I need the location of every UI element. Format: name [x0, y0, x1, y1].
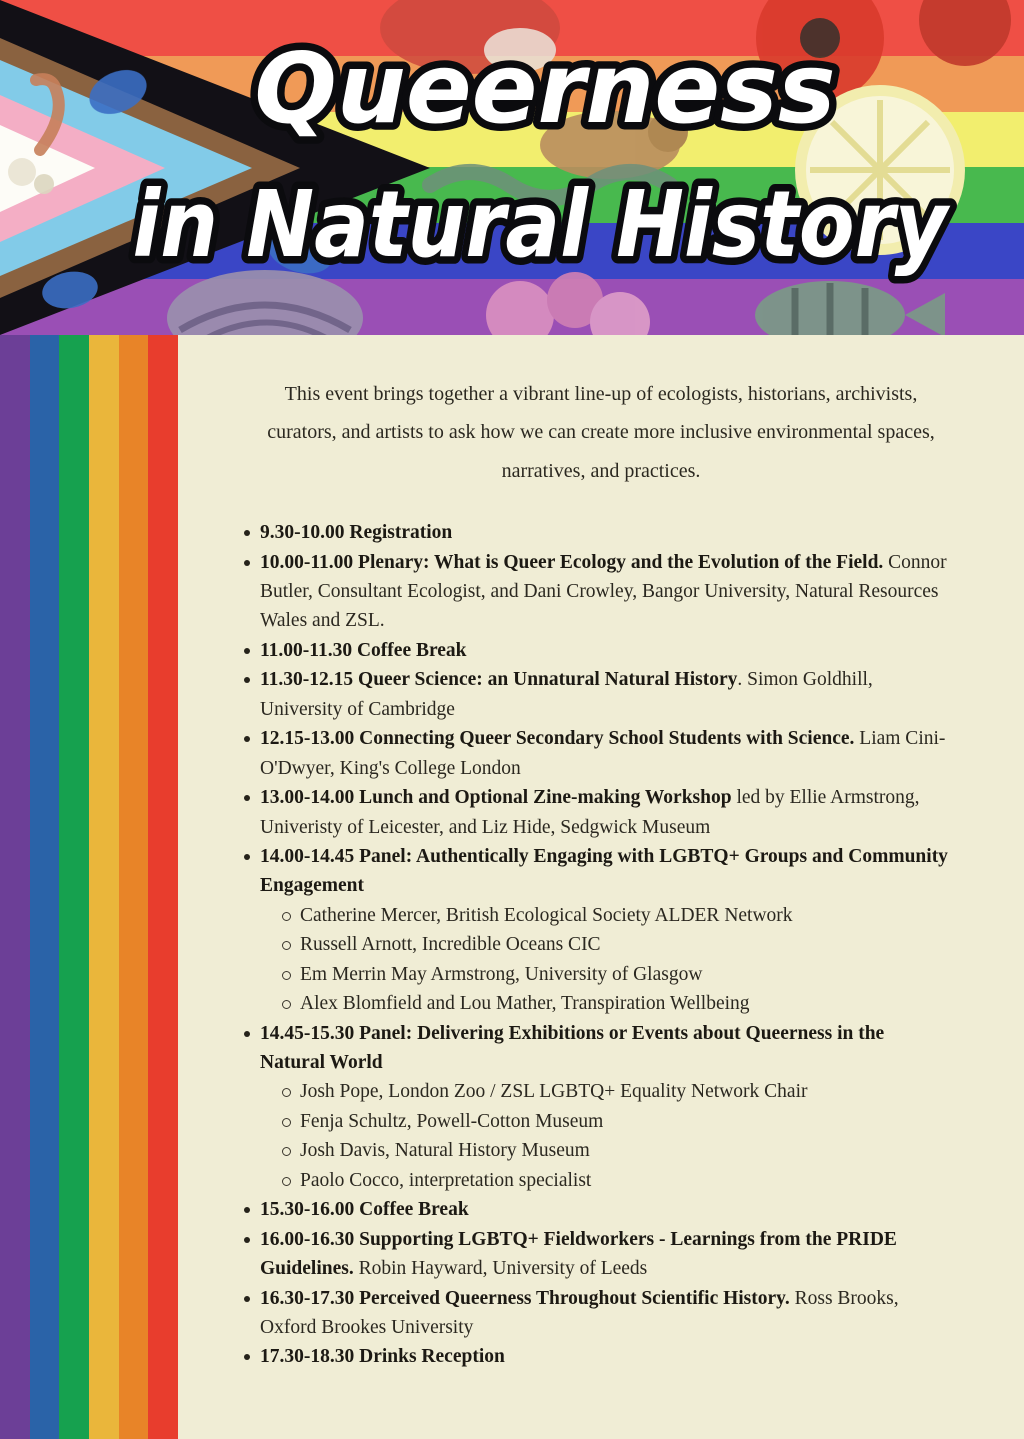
schedule-item — [260, 1195, 952, 1224]
bullet-icon — [244, 736, 250, 742]
bullet-icon — [244, 795, 250, 801]
schedule-item-text: 12.15-13.00 Connecting Queer Secondary School Students with Science. Liam Cini-O'Dwyer, King's College London — [260, 724, 952, 783]
schedule-item — [260, 842, 952, 1019]
schedule-subitem — [300, 901, 952, 930]
schedule-item — [260, 636, 952, 665]
schedule-subitem — [300, 960, 952, 989]
bullet-icon — [244, 1296, 250, 1302]
speaker-text: Josh Davis, Natural History Museum — [300, 1136, 952, 1165]
bullet-icon — [244, 530, 250, 536]
circle-bullet-icon — [282, 912, 291, 921]
title-line-1: Queerness — [254, 32, 836, 145]
schedule-item-text: 16.00-16.30 Supporting LGBTQ+ Fieldworkers - Learnings from the PRIDE Guidelines. Robin Hayward, University of Leeds — [260, 1225, 952, 1284]
sidebar-stripe-green — [59, 335, 89, 1439]
speaker-text: Paolo Cocco, interpretation specialist — [300, 1166, 952, 1195]
poster-header — [0, 0, 1024, 335]
schedule-item-text: 10.00-11.00 Plenary: What is Queer Ecology and the Evolution of the Field. Connor Butler, Consultant Ecologist, and Dani Crowley, Bangor University, Natural Resources Wales and ZSL. — [260, 548, 952, 636]
sidebar-stripe-yellow — [89, 335, 119, 1439]
pink-flowers-illustration — [486, 272, 650, 335]
schedule-subitem — [300, 1077, 952, 1106]
schedule-item — [260, 1019, 952, 1196]
circle-bullet-icon — [282, 1000, 291, 1009]
speaker-text: Fenja Schultz, Powell-Cotton Museum — [300, 1107, 952, 1136]
circle-bullet-icon — [282, 1088, 291, 1097]
schedule-item-text: 9.30-10.00 Registration — [260, 518, 952, 547]
schedule-list — [178, 518, 1024, 1372]
schedule-subitem — [300, 1166, 952, 1195]
schedule-item — [260, 724, 952, 783]
schedule-item-text: 16.30-17.30 Perceived Queerness Throughout Scientific History. Ross Brooks, Oxford Brookes University — [260, 1284, 952, 1343]
sidebar-stripe-purple — [0, 335, 30, 1439]
bullet-icon — [244, 1354, 250, 1360]
speaker-text: Em Merrin May Armstrong, University of Glasgow — [300, 960, 952, 989]
bullet-icon — [244, 854, 250, 860]
schedule-item-text: 17.30-18.30 Drinks Reception — [260, 1342, 952, 1371]
striped-fish-illustration — [755, 281, 945, 335]
schedule-item — [260, 1342, 952, 1371]
circle-bullet-icon — [282, 941, 291, 950]
speaker-text: Russell Arnott, Incredible Oceans CIC — [300, 930, 952, 959]
bullet-icon — [244, 648, 250, 654]
schedule-item-text: 11.30-12.15 Queer Science: an Unnatural Natural History. Simon Goldhill, University of Cambridge — [260, 665, 952, 724]
bullet-icon — [244, 1207, 250, 1213]
schedule-item — [260, 1284, 952, 1343]
schedule-subitem — [300, 930, 952, 959]
schedule-item — [260, 548, 952, 636]
sea-shell-illustration — [167, 270, 363, 335]
speaker-sublist — [260, 901, 952, 1019]
event-description: This event brings together a vibrant line-up of ecologists, historians, archivists, curators, and artists to ask how we can create more inclusive environmental spaces, narratives, and practices. — [267, 383, 935, 482]
bullet-icon — [244, 1031, 250, 1037]
circle-bullet-icon — [282, 1147, 291, 1156]
schedule-subitem — [300, 989, 952, 1018]
schedule-subitem — [300, 1136, 952, 1165]
sidebar-stripe-blue — [30, 335, 60, 1439]
schedule-item-text: 15.30-16.00 Coffee Break — [260, 1195, 952, 1224]
schedule-item — [260, 1225, 952, 1284]
title-line-2: in Natural History — [132, 171, 952, 278]
sidebar-stripe-red — [148, 335, 178, 1439]
circle-bullet-icon — [282, 1118, 291, 1127]
schedule-item-text: 14.00-14.45 Panel: Authentically Engaging with LGBTQ+ Groups and Community Engagement — [260, 842, 952, 901]
speaker-text: Catherine Mercer, British Ecological Society ALDER Network — [300, 901, 952, 930]
schedule-item-text: 14.45-15.30 Panel: Delivering Exhibitions or Events about Queerness in the Natural World — [260, 1019, 952, 1078]
rainbow-stripe-sidebar — [0, 335, 178, 1439]
poster-body — [178, 335, 1024, 1439]
bullet-icon — [244, 677, 250, 683]
speaker-text: Josh Pope, London Zoo / ZSL LGBTQ+ Equality Network Chair — [300, 1077, 952, 1106]
schedule-item — [260, 783, 952, 842]
speaker-text: Alex Blomfield and Lou Mather, Transpiration Wellbeing — [300, 989, 952, 1018]
natural-history-collage — [0, 0, 1024, 335]
circle-bullet-icon — [282, 1177, 291, 1186]
bullet-icon — [244, 1237, 250, 1243]
circle-bullet-icon — [282, 971, 291, 980]
schedule-item-text: 11.00-11.30 Coffee Break — [260, 636, 952, 665]
schedule-item — [260, 518, 952, 547]
schedule-subitem — [300, 1107, 952, 1136]
schedule-item — [260, 665, 952, 724]
sidebar-stripe-orange — [119, 335, 149, 1439]
bullet-icon — [244, 560, 250, 566]
speaker-sublist — [260, 1077, 952, 1195]
schedule-item-text: 13.00-14.00 Lunch and Optional Zine-making Workshop led by Ellie Armstrong, Univeristy of Leicester, and Liz Hide, Sedgwick Museum — [260, 783, 952, 842]
